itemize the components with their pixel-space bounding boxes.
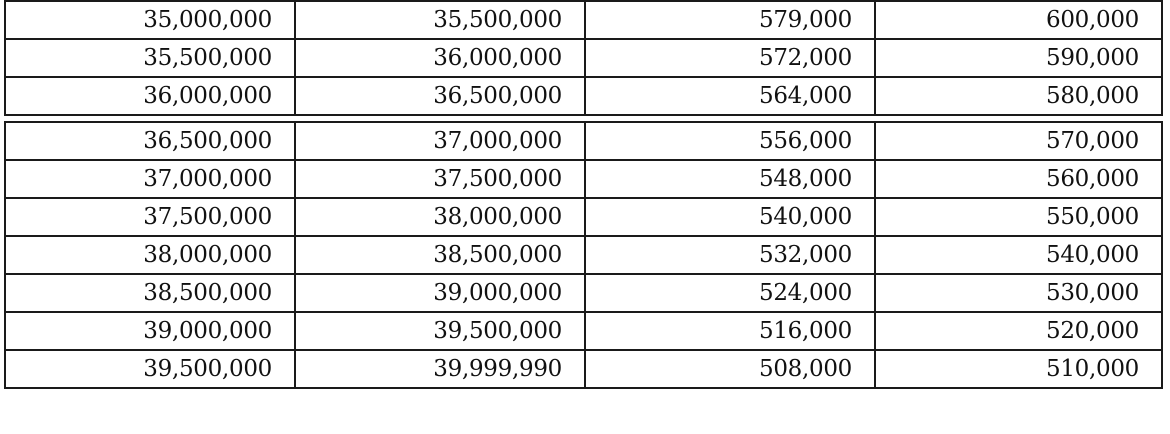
table-cell: 560,000 [875, 160, 1162, 198]
table-cell: 39,000,000 [295, 274, 585, 312]
value-table-bottom [4, 121, 1163, 389]
table-cell: 570,000 [875, 122, 1162, 160]
table-cell: 36,000,000 [5, 77, 295, 115]
table-cell: 35,500,000 [5, 39, 295, 77]
table-cell: 38,500,000 [295, 236, 585, 274]
table-cell: 520,000 [875, 312, 1162, 350]
table-cell: 508,000 [585, 350, 875, 388]
table-cell: 516,000 [585, 312, 875, 350]
table-row [5, 1, 1162, 39]
table-cell: 590,000 [875, 39, 1162, 77]
table-row [5, 160, 1162, 198]
table-cell: 35,500,000 [295, 1, 585, 39]
table-cell: 39,500,000 [5, 350, 295, 388]
table-cell: 540,000 [585, 198, 875, 236]
value-table-container [4, 0, 1161, 389]
value-table-top [4, 0, 1163, 116]
table-cell: 39,000,000 [5, 312, 295, 350]
table-cell: 36,500,000 [5, 122, 295, 160]
table-row [5, 198, 1162, 236]
table-cell: 532,000 [585, 236, 875, 274]
table-cell: 510,000 [875, 350, 1162, 388]
table-cell: 38,500,000 [5, 274, 295, 312]
table-cell: 540,000 [875, 236, 1162, 274]
table-cell: 524,000 [585, 274, 875, 312]
table-cell: 564,000 [585, 77, 875, 115]
table-row [5, 77, 1162, 115]
table-row [5, 350, 1162, 388]
table-cell: 37,500,000 [295, 160, 585, 198]
table-cell: 556,000 [585, 122, 875, 160]
table-cell: 550,000 [875, 198, 1162, 236]
table-cell: 530,000 [875, 274, 1162, 312]
table-row [5, 122, 1162, 160]
table-cell: 36,000,000 [295, 39, 585, 77]
table-row [5, 274, 1162, 312]
table-cell: 580,000 [875, 77, 1162, 115]
table-row [5, 312, 1162, 350]
table-cell: 600,000 [875, 1, 1162, 39]
table-cell: 39,500,000 [295, 312, 585, 350]
table-row [5, 236, 1162, 274]
table-cell: 36,500,000 [295, 77, 585, 115]
table-cell: 38,000,000 [295, 198, 585, 236]
table-cell: 37,000,000 [5, 160, 295, 198]
table-cell: 579,000 [585, 1, 875, 39]
table-cell: 39,999,990 [295, 350, 585, 388]
table-cell: 35,000,000 [5, 1, 295, 39]
table-row [5, 39, 1162, 77]
table-cell: 572,000 [585, 39, 875, 77]
table-cell: 37,000,000 [295, 122, 585, 160]
table-cell: 548,000 [585, 160, 875, 198]
table-cell: 38,000,000 [5, 236, 295, 274]
table-cell: 37,500,000 [5, 198, 295, 236]
